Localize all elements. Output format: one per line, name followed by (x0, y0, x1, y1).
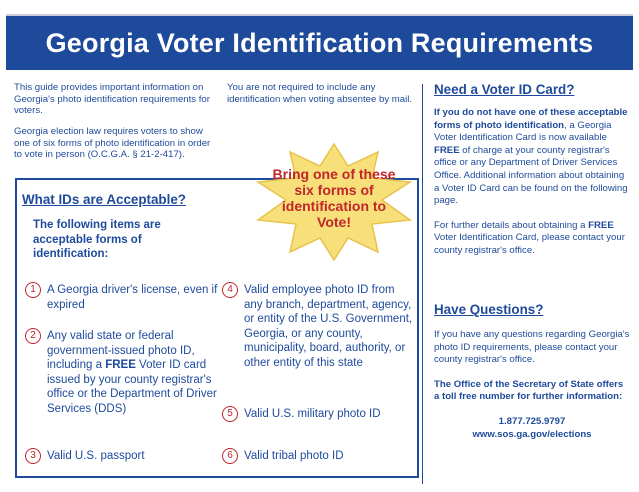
id-item-5 (222, 407, 414, 422)
item-number-badge: 3 (25, 448, 41, 464)
phone-number: 1.877.725.9797 (498, 415, 566, 427)
need-voter-id-text: If you do not have one of these acceptable forms of photo identification, a Georgia Voter Identification Card is now available FREE of charge at your county registrar's office or any Department of Driver Services Office. Additional information about obtaining a Voter ID Card can be found on the following page. (434, 107, 628, 207)
id-item-4 (222, 283, 414, 371)
item-number-badge: 1 (25, 282, 41, 298)
item-number-badge: 4 (222, 282, 238, 298)
questions-section (434, 302, 630, 441)
id-item-text: Valid tribal photo ID (244, 450, 344, 462)
have-questions-heading: Have Questions? (434, 302, 544, 317)
item-number-badge: 2 (25, 328, 41, 344)
need-voter-id-heading: Need a Voter ID Card? (434, 82, 575, 97)
id-item-text: Any valid state or federal government-issued photo ID, including a FREE Voter ID card issued by your county registrar's office or the Department of Driver Services (DDS) (47, 330, 217, 415)
office-text: The Office of the Secretary of State offers a toll free number for further information: (434, 378, 624, 403)
id-item-2 (25, 329, 220, 417)
bring-id-starburst (250, 142, 418, 262)
starburst-text: Bring one of these six forms of identification to Vote! (272, 166, 396, 230)
column-divider (422, 84, 423, 484)
id-item-text: Valid U.S. passport (47, 450, 145, 462)
title-banner (6, 14, 633, 70)
questions-text: If you have any questions regarding Georgia's photo ID requirements, please contact your county registrar's office. (434, 329, 630, 366)
page-title: Georgia Voter Identification Requirements (45, 27, 594, 58)
id-item-6 (222, 449, 414, 464)
intro-paragraph-3: You are not required to include any identification when voting absentee by mail. (227, 82, 413, 105)
item-number-badge: 5 (222, 406, 238, 422)
further-details-text: For further details about obtaining a FREE Voter Identification Card, please contact your county registrar's office. (434, 219, 625, 256)
need-voter-id-section (434, 82, 630, 258)
acceptable-ids-heading: What IDs are Acceptable? (22, 192, 186, 207)
website-url: www.sos.ga.gov/elections (472, 428, 592, 440)
id-item-text: Valid U.S. military photo ID (244, 408, 381, 420)
id-item-text: Valid employee photo ID from any branch, department, agency, or entity of the U.S. Government, Georgia, or any county, municipality, board, authority, or other entity of this state (244, 284, 413, 369)
id-item-1 (25, 283, 220, 312)
intro-paragraph-2: Georgia election law requires voters to show one of six forms of photo identification in order to vote in person (O.C.G.A. § 21-2-417). (14, 126, 211, 161)
intro-paragraph-1: This guide provides important information on Georgia's photo identification requirements for voters. (14, 82, 210, 117)
acceptable-ids-subheading: The following items are acceptable forms of identification: (33, 219, 161, 261)
item-number-badge: 6 (222, 448, 238, 464)
id-item-text: A Georgia driver's license, even if expired (47, 284, 218, 311)
id-item-3 (25, 449, 220, 464)
